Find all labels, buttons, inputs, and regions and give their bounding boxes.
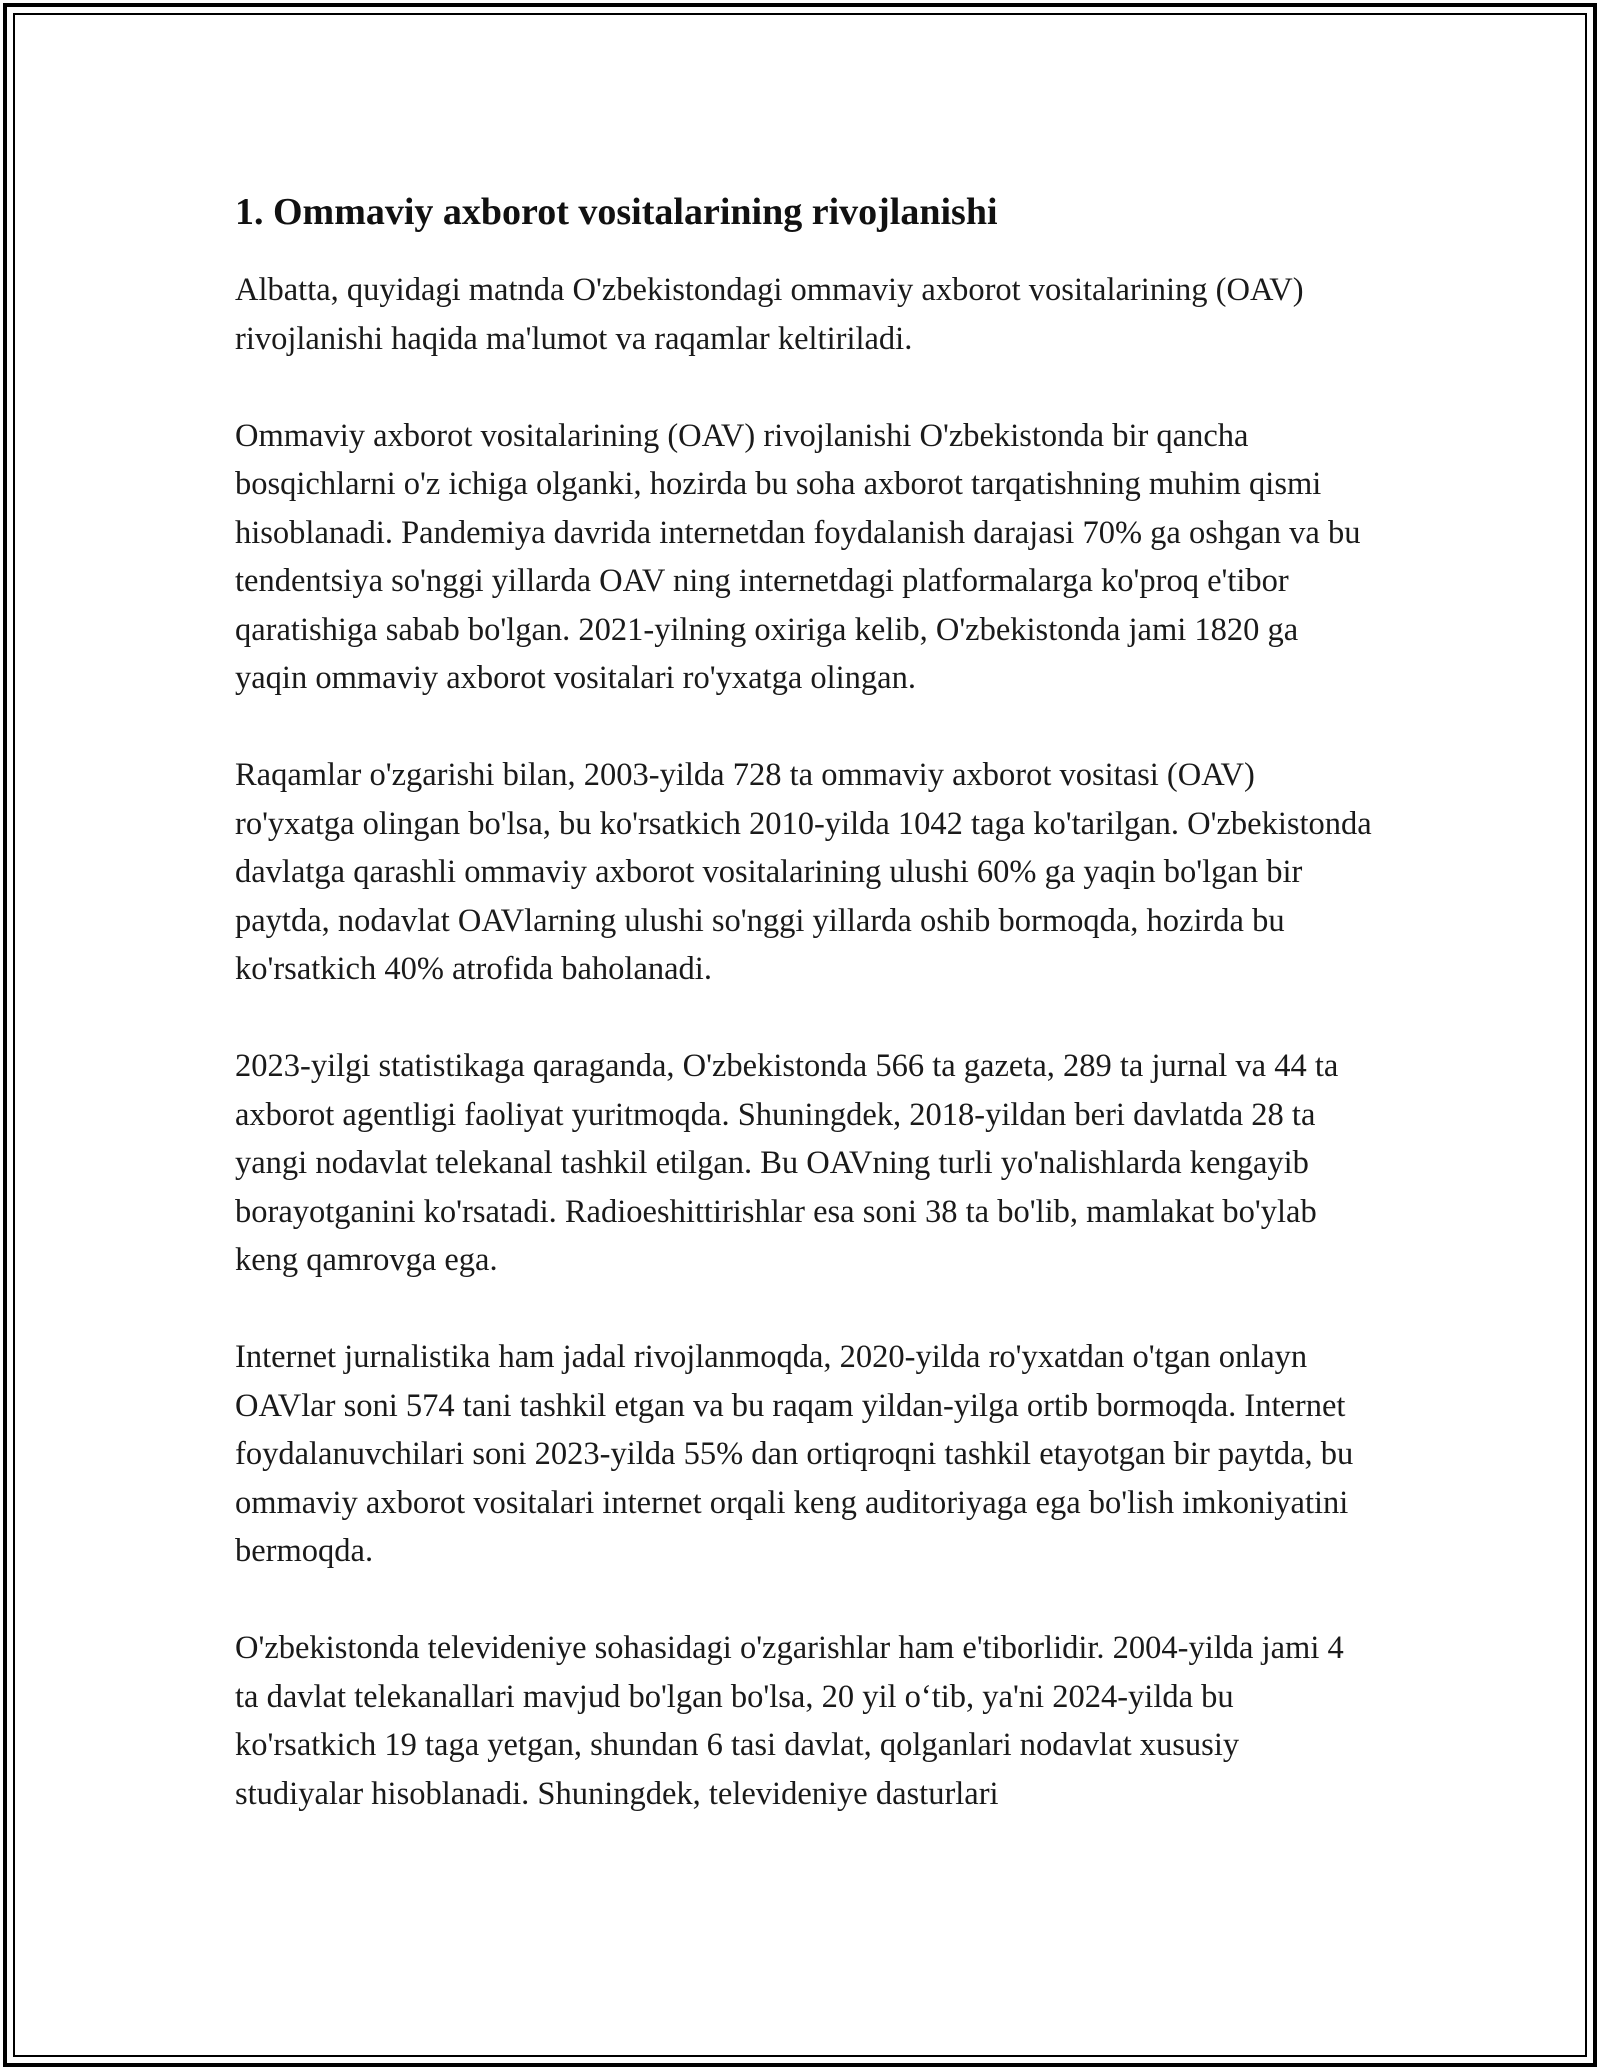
paragraph-internet-journalism: Internet jurnalistika ham jadal rivojlanmoqda, 2020-yilda ro'yxatdan o'tgan onlayn OAVlar soni 574 tani tashkil etgan va bu raqam yildan-yilga ortib bormoqda. Internet foydalanuvchilari soni 2023-yilda 55% dan ortiqroqni tashkil etayotgan bir paytda, bu ommaviy axborot vositalari internet orqali keng auditoriyaga ega bo'lish imkoniyatini bermoqda. <box>235 1339 1354 1569</box>
document-body <box>235 186 1375 1867</box>
section-heading: 1. Ommaviy axborot vositalarining rivojlanishi <box>235 191 998 233</box>
paragraph-television: O'zbekistonda televideniye sohasidagi o'zgarishlar ham e'tiborlidir. 2004-yilda jami 4 ta davlat telekanallari mavjud bo'lgan bo'lsa, 20 yil o‘tib, ya'ni 2024-yilda bu ko'rsatkich 19 taga yetgan, shundan 6 tasi davlat, qolganlari nodavlat xususiy studiyalar hisoblanadi. Shuningdek, televideniye dasturlari <box>235 1630 1344 1812</box>
paragraph-development: Ommaviy axborot vositalarining (OAV) rivojlanishi O'zbekistonda bir qancha bosqichlarni o'z ichiga olganki, hozirda bu soha axborot tarqatishning muhim qismi hisoblanadi. Pandemiya davrida internetdan foydalanish darajasi 70% ga oshgan va bu tendentsiya so'nggi yillarda OAV ning internetdagi platformalarga ko'proq e'tibor qaratishiga sabab bo'lgan. 2021-yilning oxiriga kelib, O'zbekistonda jami 1820 ga yaqin ommaviy axborot vositalari ro'yxatga olingan. <box>235 417 1361 696</box>
paragraph-numbers: Raqamlar o'zgarishi bilan, 2003-yilda 728 ta ommaviy axborot vositasi (OAV) ro'yxatga olingan bo'lsa, bu ko'rsatkich 2010-yilda 1042 taga ko'tarilgan. O'zbekistonda davlatga qarashli ommaviy axborot vositalarining ulushi 60% ga yaqin bo'lgan bir paytda, nodavlat OAVlarning ulushi so'nggi yillarda oshib bormoqda, hozirda bu ko'rsatkich 40% atrofida baholanadi. <box>235 757 1372 987</box>
paragraph-intro: Albatta, quyidagi matnda O'zbekistondagi ommaviy axborot vositalarining (OAV) rivojlanishi haqida ma'lumot va raqamlar keltiriladi. <box>235 272 1304 357</box>
paragraph-statistics-2023: 2023-yilgi statistikaga qaraganda, O'zbekistonda 566 ta gazeta, 289 ta jurnal va 44 ta axborot agentligi faoliyat yuritmoqda. Shuningdek, 2018-yildan beri davlatda 28 ta yangi nodavlat telekanal tashkil etilgan. Bu OAVning turli yo'nalishlarda kengayib borayotganini ko'rsatadi. Radioeshittirishlar esa soni 38 ta bo'lib, mamlakat bo'ylab keng qamrovga ega. <box>235 1048 1339 1278</box>
